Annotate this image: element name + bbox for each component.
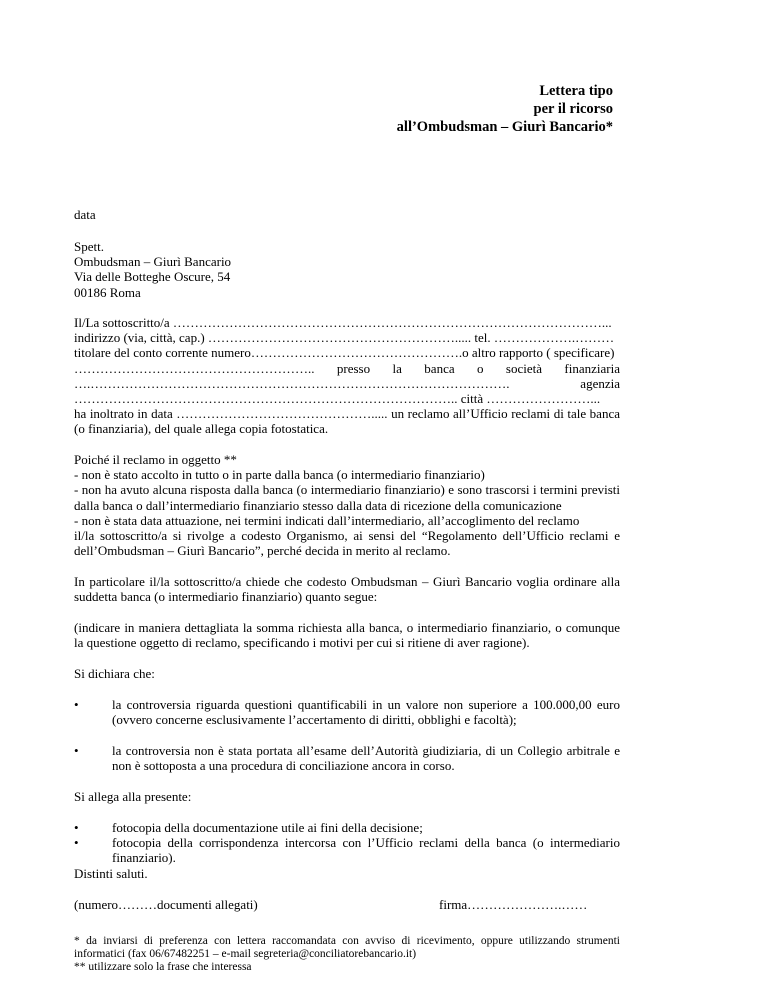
title-line-2: per il ricorso [533,101,613,117]
bullet-icon: • [74,835,79,851]
attachments-list [74,820,620,866]
since-option-2: - non ha avuto alcuna risposta dalla banca (o intermediario finanziario) e sono trascorsi i termini previsti dalla banca o dall’intermediario finanziario stesso dalla data di ricezione della comunicazione [74,482,620,513]
form-line-name: Il/La sottoscritto/a ………………………………………………………………………………………... [74,315,612,330]
footnote-2: ** utilizzare solo la frase che interessa [74,961,252,973]
recipient-address [74,239,620,300]
documents-count-field: (numero………documenti allegati) [74,897,258,912]
declaration-item: • la controversia non è stata portata all’esame dell’Autorità giudiziaria, di un Collegio arbitrale e non è sottoposta a una procedura di conciliazione ancora in corso. [74,743,620,774]
form-line-agency: ….……………………………………………………………………………………. agenzia [74,375,620,391]
attachment-item: • fotocopia della corrispondenza intercorsa con l’Ufficio reclami della banca (o intermediario finanziario). [74,835,620,866]
declaration-item: • la controversia riguarda questioni quantificabili in un valore non superiore a 100.000,00 euro (ovvero concerne esclusivamente l’accertamento di diritti, obblighi e facoltà); [74,697,620,728]
paragraph-request: In particolare il/la sottoscritto/a chiede che codesto Ombudsman – Giurì Bancario voglia ordinare alla suddetta banca (o intermediario finanziario) quanto segue: [74,574,620,605]
title-line-1: Lettera tipo [539,83,613,99]
form-line-city: …………………………………………………………………………….. città ……………………... [74,391,601,407]
document-title [397,82,613,136]
recipient-greeting: Spett. [74,239,104,254]
paragraph-forwarded: ha inoltrato in data ………………………………………..... un reclamo all’Ufficio reclami di tale banca (o finanziaria), del quale allega copia fotostatica. [74,406,620,437]
since-intro: Poiché il reclamo in oggetto ** [74,452,237,467]
declarations-list [74,697,620,727]
paragraph-since [74,452,620,528]
recipient-city: 00186 Roma [74,284,141,300]
signature-row [74,897,620,912]
recipient-name: Ombudsman – Giurì Bancario [74,254,232,270]
bullet-icon: • [74,820,79,835]
footnote-1: * da inviarsi di preferenza con lettera raccomandata con avviso di ricevimento, oppure utilizzando strumenti informatici (fax 06/67482251 – e-mail segreteria@conciliatorebancario.it) [74,935,620,960]
recipient-street: Via delle Botteghe Oscure, 54 [74,269,231,285]
paragraph-declares: Si dichiara che: [74,666,155,681]
form-line-account: titolare del conto corrente numero………………………………………….o altro rapporto ( specificare) [74,345,615,361]
form-line-bank: ……………………………………………….. presso la banca o società finanziaria [74,360,620,376]
sender-form [74,315,620,406]
signature-field: firma………………….…… [439,897,588,912]
title-line-3: all’Ombudsman – Giurì Bancario* [396,119,613,135]
paragraph-closing: Distinti saluti. [74,866,148,881]
paragraph-addresses: il/la sottoscritto/a si rivolge a codesto Organismo, ai sensi del “Regolamento dell’Ufficio reclami e dell’Ombudsman – Giurì Bancario”, perché decida in merito al reclamo. [74,528,620,559]
bullet-icon: • [74,697,79,712]
bullet-icon: • [74,743,79,758]
since-option-1: - non è stato accolto in tutto o in parte dalla banca (o intermediario finanziario) [74,467,485,483]
paragraph-instructions: (indicare in maniera dettagliata la somma richiesta alla banca, o intermediario finanziario, o comunque la questione oggetto di reclamo, specificando i motivi per cui si ritiene di aver ragione). [74,620,620,651]
date-label: data [74,207,96,222]
form-line-address: indirizzo (via, città, cap.) …………………………………………………..... tel. ……………….……… [74,330,615,346]
declarations-list-2 [74,743,620,773]
attachment-item: • fotocopia della documentazione utile ai fini della decisione; [74,820,423,835]
footnotes [74,935,620,974]
paragraph-attaches: Si allega alla presente: [74,789,192,804]
since-option-3: - non è stata data attuazione, nei termini indicati dall’intermediario, all’accoglimento del reclamo [74,512,580,528]
